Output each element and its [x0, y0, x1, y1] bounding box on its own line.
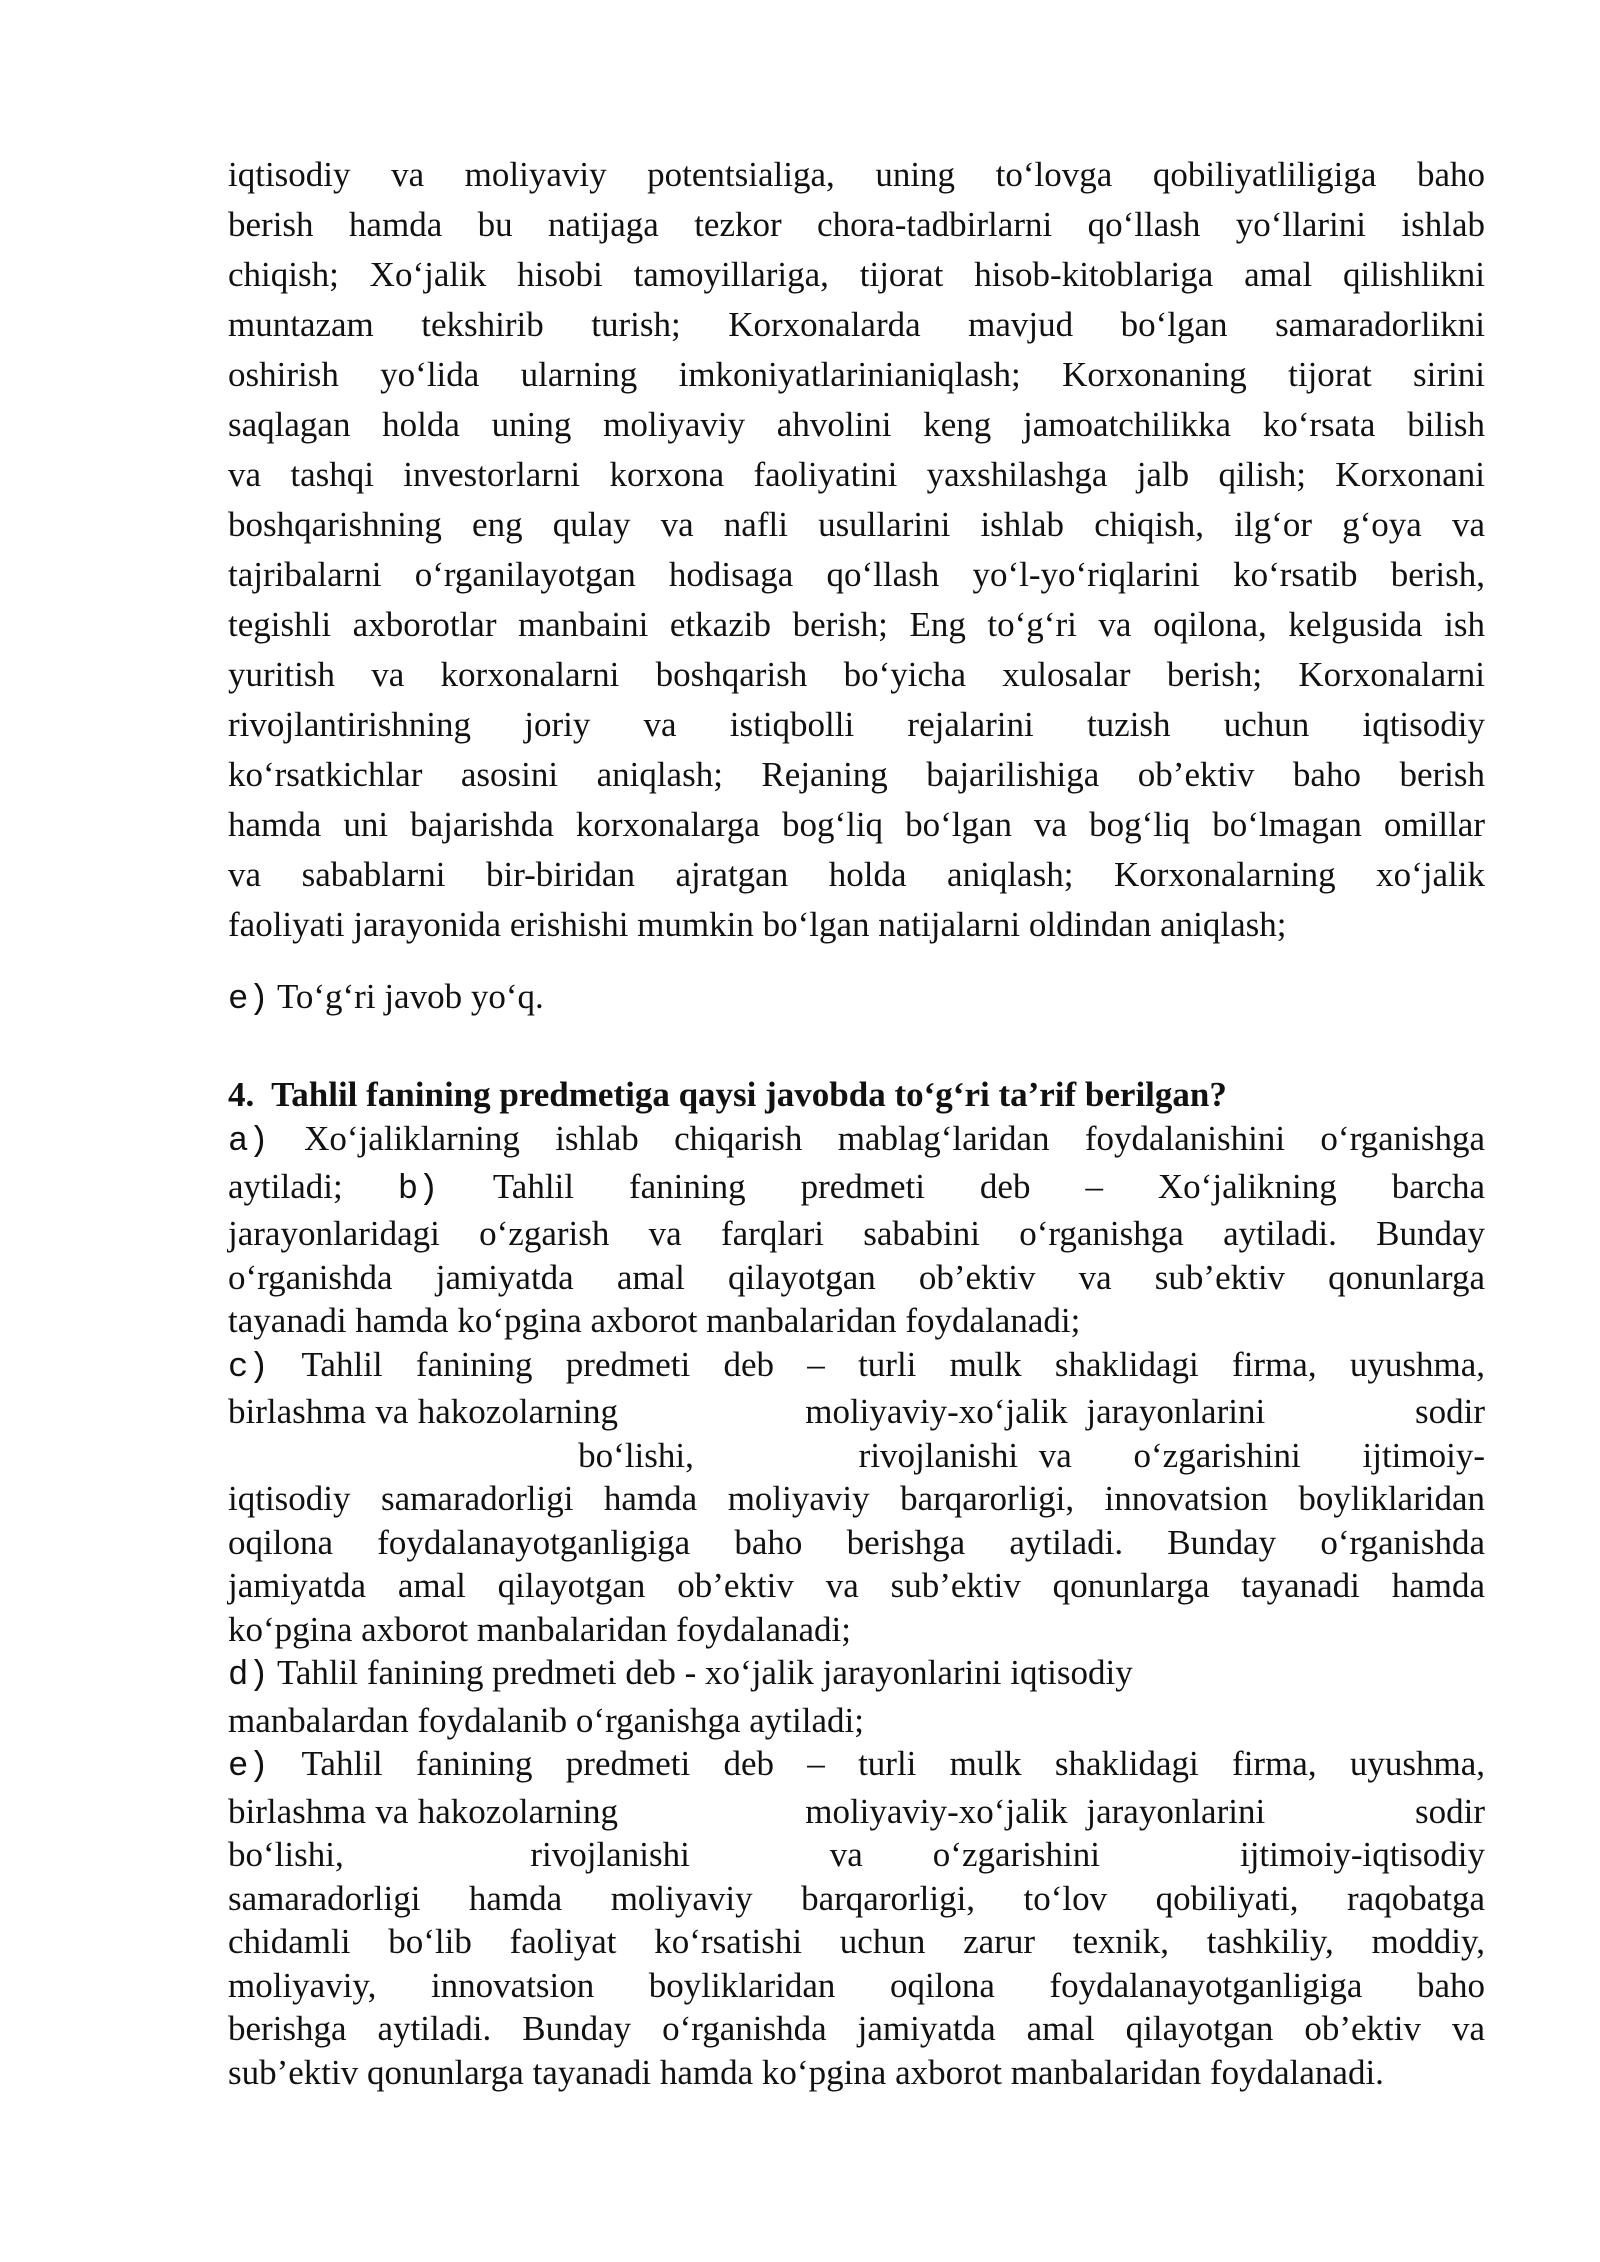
option-c-text: Tahlil fanining predmeti deb – turli mulk shaklidagi firma, uyushma, [301, 1344, 1485, 1384]
text-line: iqtisodiy va moliyaviy potentsialiga, uning to‘lovga qobiliyatliligiga baho [228, 155, 1485, 194]
option-c-line: birlashma va hakozolarning moliyaviy-xo‘jalik jarayonlarini sodir [228, 1392, 1485, 1431]
option-e-line: moliyaviy, innovatsion boyliklaridan oqilona foydalanayotganligiga baho [228, 1965, 1485, 2005]
option-c-line [228, 1343, 1485, 1391]
text-line: muntazam tekshirib turish; Korxonalarda mavjud bo‘lgan samaradorlikni [228, 305, 1485, 344]
question-4-options [228, 1117, 1485, 2094]
option-d-marker: d) [228, 1657, 269, 1695]
option-c-line: iqtisodiy samaradorligi hamda moliyaviy barqarorligi, innovatsion boyliklaridan [228, 1479, 1485, 1518]
option-marker: e) [228, 981, 269, 1019]
option-e-line: samaradorligi hamda moliyaviy barqarorligi, to‘lov qobiliyati, raqobatga [228, 1878, 1485, 1918]
option-c-line: oqilona foydalanayotganligiga baho berishga aytiladi. Bunday o‘rganishda [228, 1522, 1485, 1562]
text-line: va sabablarni bir-biridan ajratgan holda aniqlash; Korxonalarning xo‘jalik [228, 855, 1485, 894]
option-e-text: Tahlil fanining predmeti deb – turli mulk shaklidagi firma, uyushma, [301, 1744, 1485, 1783]
option-e-line [228, 1742, 1485, 1790]
option-d-line: manbalardan foydalanib o‘rganishga aytiladi; [228, 1700, 864, 1740]
option-e-line: bo‘lishi, rivojlanishi va o‘zgarishini ijtimoiy-iqtisodiy [228, 1835, 1485, 1874]
option-b-marker: b) [397, 1170, 439, 1209]
previous-question-continuation [228, 150, 1485, 950]
text-line: ko‘rsatkichlar asosini aniqlash; Rejaning bajarilishiga ob’ektiv baho berish [228, 755, 1485, 794]
option-c-line: bo‘lishi, rivojlanishi va o‘zgarishini ijtimoiy- [228, 1435, 1485, 1475]
option-d-text: Tahlil fanining predmeti deb - xo‘jalik jarayonlarini iqtisodiy [276, 1653, 1133, 1692]
text-line: berish hamda bu natijaga tezkor chora-tadbirlarni qo‘llash yo‘llarini ishlab [228, 205, 1485, 244]
option-e-marker: e) [228, 1748, 269, 1786]
option-e-line: chidamli bo‘lib faoliyat ko‘rsatishi uchun zarur texnik, tashkiliy, moddiy, [228, 1922, 1485, 1961]
option-a-b-line [228, 1165, 1485, 1213]
option-b-text: Tahlil fanining predmeti deb – Xo‘jalikning barcha [492, 1166, 1486, 1206]
text-line: faoliyati jarayonida erishishi mumkin bo‘lgan natijalarni oldindan aniqlash; [228, 905, 1287, 944]
text-line: yuritish va korxonalarni boshqarish bo‘yicha xulosalar berish; Korxonalarni [228, 655, 1485, 694]
option-e-line: berishga aytiladi. Bunday o‘rganishda jamiyatda amal qilayotgan ob’ektiv va [228, 2009, 1485, 2048]
text-line: va tashqi investorlarni korxona faoliyatini yaxshilashga jalb qilish; Korxonani [228, 455, 1485, 494]
option-b-line: jarayonlaridagi o‘zgarish va farqlari sababini o‘rganishga aytiladi. Bunday [228, 1214, 1485, 1253]
option-b-line: o‘rganishda jamiyatda amal qilayotgan ob’ektiv va sub’ektiv qonunlarga [228, 1257, 1485, 1297]
option-c-marker: c) [228, 1348, 269, 1387]
option-a-line [228, 1117, 1485, 1165]
option-c-line: ko‘pgina axborot manbalaridan foydalanadi; [228, 1609, 851, 1649]
question-number: 4. [228, 1075, 255, 1114]
question-text: Tahlil fanining predmetiga qaysi javobda to‘g‘ri ta’rif berilgan? [271, 1075, 1227, 1114]
option-d-line [228, 1651, 1485, 1699]
text-line: hamda uni bajarishda korxonalarga bog‘liq bo‘lgan va bog‘liq bo‘lmagan omillar [228, 805, 1485, 844]
option-c-line: jamiyatda amal qilayotgan ob’ektiv va sub’ektiv qonunlarga tayanadi hamda [228, 1566, 1485, 1605]
option-b-line: tayanadi hamda ko‘pgina axborot manbalaridan foydalanadi; [228, 1301, 1081, 1340]
option-a-marker: a) [228, 1123, 269, 1161]
question-4-title [228, 1073, 1485, 1117]
option-text: To‘g‘ri javob yo‘q. [276, 977, 544, 1016]
option-a-text-end: aytiladi; [228, 1166, 343, 1206]
text-line: saqlagan holda uning moliyaviy ahvolini keng jamoatchilikka ko‘rsata bilish [228, 405, 1485, 444]
text-line: rivojlantirishning joriy va istiqbolli rejalarini tuzish uchun iqtisodiy [228, 705, 1485, 744]
text-line: chiqish; Xo‘jalik hisobi tamoyillariga, tijorat hisob-kitoblariga amal qilishlikni [228, 255, 1485, 294]
previous-option-e [228, 972, 1485, 1025]
option-e-line: birlashma va hakozolarning moliyaviy-xo‘jalik jarayonlarini sodir [228, 1791, 1485, 1831]
text-line: boshqarishning eng qulay va nafli usullarini ishlab chiqish, ilg‘or g‘oya va [228, 505, 1485, 544]
text-line: tajribalarni o‘rganilayotgan hodisaga qo‘llash yo‘l-yo‘riqlarini ko‘rsatib berish, [228, 555, 1485, 594]
text-line: tegishli axborotlar manbaini etkazib berish; Eng to‘g‘ri va oqilona, kelgusida ish [228, 605, 1485, 644]
text-line: oshirish yo‘lida ularning imkoniyatlarinianiqlash; Korxonaning tijorat sirini [228, 355, 1485, 394]
option-e-line: sub’ektiv qonunlarga tayanadi hamda ko‘pgina axborot manbalaridan foydalanadi. [228, 2052, 1384, 2092]
option-a-text: Xo‘jaliklarning ishlab chiqarish mablag‘laridan foydalanishini o‘rganishga [304, 1119, 1486, 1158]
